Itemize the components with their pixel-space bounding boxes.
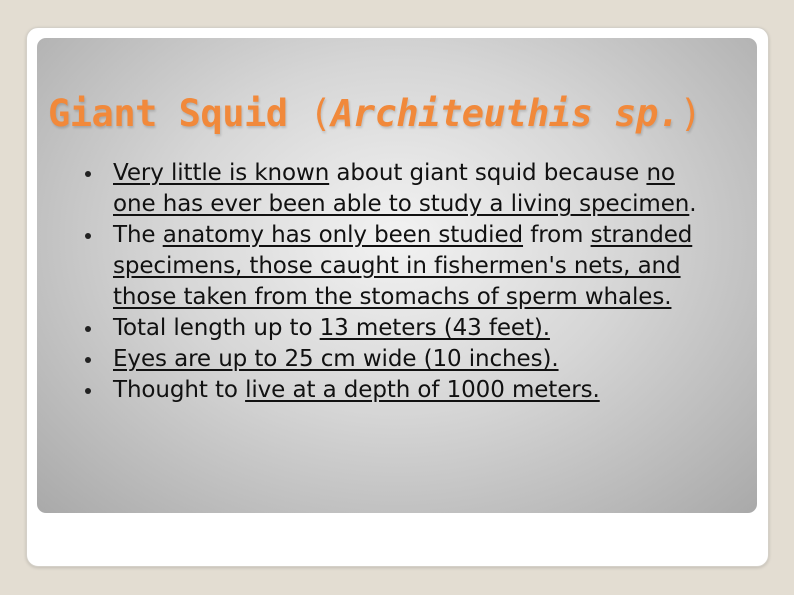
title-close-paren: ) bbox=[679, 92, 702, 135]
bullet-dot-icon bbox=[85, 171, 91, 177]
bullet-item bbox=[113, 344, 713, 375]
bullet-segment: Thought to bbox=[113, 377, 246, 403]
bullet-item bbox=[113, 158, 713, 220]
bullet-dot-icon bbox=[85, 326, 91, 332]
bullet-item bbox=[113, 313, 713, 344]
slide-title bbox=[48, 92, 701, 135]
bullet-segment: anatomy has only been studied bbox=[162, 222, 524, 248]
bullet-segment: about giant squid because bbox=[329, 160, 647, 186]
bullet-segment: stranded specimens, those caught in fishermen's nets, and those taken from the stomachs of sperm whales. bbox=[113, 222, 693, 310]
bullet-list bbox=[113, 158, 713, 406]
bullet-item bbox=[113, 220, 713, 313]
bullet-text bbox=[113, 315, 550, 341]
bullet-text bbox=[113, 377, 600, 403]
bullet-segment: The bbox=[113, 222, 163, 248]
bullet-segment: 13 meters (43 feet). bbox=[319, 315, 550, 341]
bullet-segment: from bbox=[523, 222, 591, 248]
bullet-dot-icon bbox=[85, 388, 91, 394]
bullet-text bbox=[113, 222, 692, 310]
title-open-paren: ( bbox=[309, 92, 332, 135]
title-latin-name: Architeuthis sp. bbox=[331, 92, 680, 135]
bullet-segment: live at a depth of 1000 meters. bbox=[245, 377, 600, 403]
bullet-segment: . bbox=[689, 191, 697, 217]
bullet-segment: Very little is known bbox=[113, 160, 330, 186]
bullet-segment: Eyes are up to 25 cm wide (10 inches). bbox=[113, 346, 559, 372]
bullet-item bbox=[113, 375, 713, 406]
bullet-segment: no one has ever been able to study a living specimen bbox=[113, 160, 690, 217]
bullet-dot-icon bbox=[85, 233, 91, 239]
bullet-dot-icon bbox=[85, 357, 91, 363]
title-name: Giant Squid bbox=[48, 92, 310, 135]
bullet-text bbox=[113, 346, 559, 372]
bullet-text bbox=[113, 160, 697, 217]
bullet-segment: Total length up to bbox=[113, 315, 320, 341]
